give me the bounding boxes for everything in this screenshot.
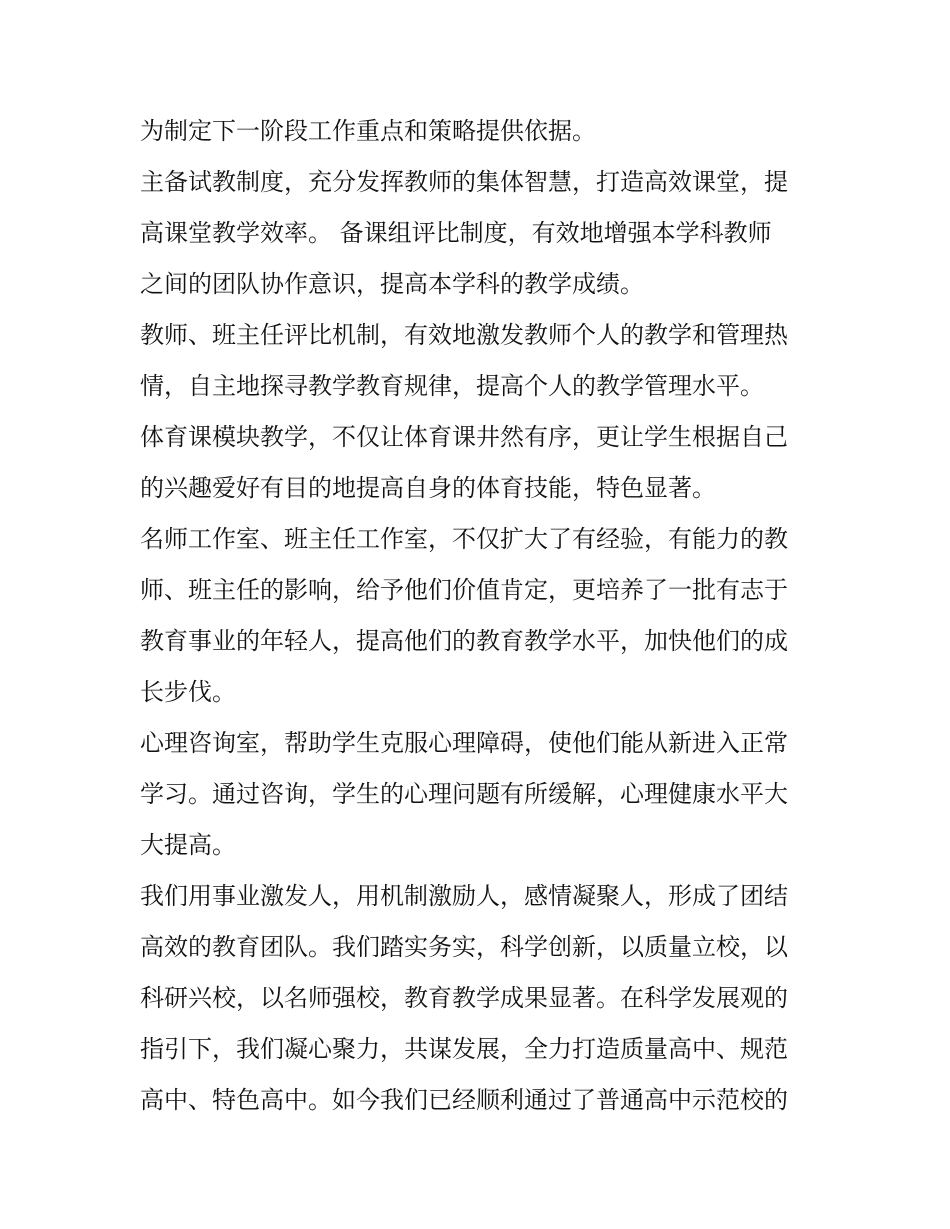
text-line: 心理咨询室，帮助学生克服心理障碍，使他们能从新进入正常 [140,729,788,757]
text-line: 高效的教育团队。我们踏实务实，科学创新，以质量立校，以 [140,933,788,961]
text-line: 高中、特色高中。如今我们已经顺利通过了普通高中示范校的 [140,1086,788,1114]
text-line: 指引下，我们凝心聚力，共谋发展，全力打造质量高中、规范 [140,1035,788,1063]
text-line: 为制定下一阶段工作重点和策略提供依据。 [140,117,596,145]
text-line: 大提高。 [140,831,236,859]
text-line: 教育事业的年轻人，提高他们的教育教学水平，加快他们的成 [140,627,788,655]
text-line: 科研兴校，以名师强校，教育教学成果显著。在科学发展观的 [140,984,788,1012]
text-line: 名师工作室、班主任工作室，不仅扩大了有经验，有能力的教 [140,525,788,553]
text-line: 学习。通过咨询，学生的心理问题有所缓解，心理健康水平大 [140,780,788,808]
text-line: 体育课模块教学，不仅让体育课井然有序，更让学生根据自己 [140,423,788,451]
text-line: 师、班主任的影响，给予他们价值肯定，更培养了一批有志于 [140,576,788,604]
text-line: 高课堂教学效率。 备课组评比制度，有效地增强本学科教师 [140,219,772,247]
text-line: 的兴趣爱好有目的地提高自身的体育技能，特色显著。 [140,474,716,502]
text-line: 主备试教制度，充分发挥教师的集体智慧，打造高效课堂，提 [140,168,788,196]
text-line: 情，自主地探寻教学教育规律，提高个人的教学管理水平。 [140,372,764,400]
text-line: 长步伐。 [140,678,236,706]
text-line: 教师、班主任评比机制，有效地激发教师个人的教学和管理热 [140,321,788,349]
text-line: 我们用事业激发人，用机制激励人，感情凝聚人，形成了团结 [140,882,788,910]
document-body [140,106,820,1126]
text-line: 之间的团队协作意识，提高本学科的教学成绩。 [140,270,644,298]
